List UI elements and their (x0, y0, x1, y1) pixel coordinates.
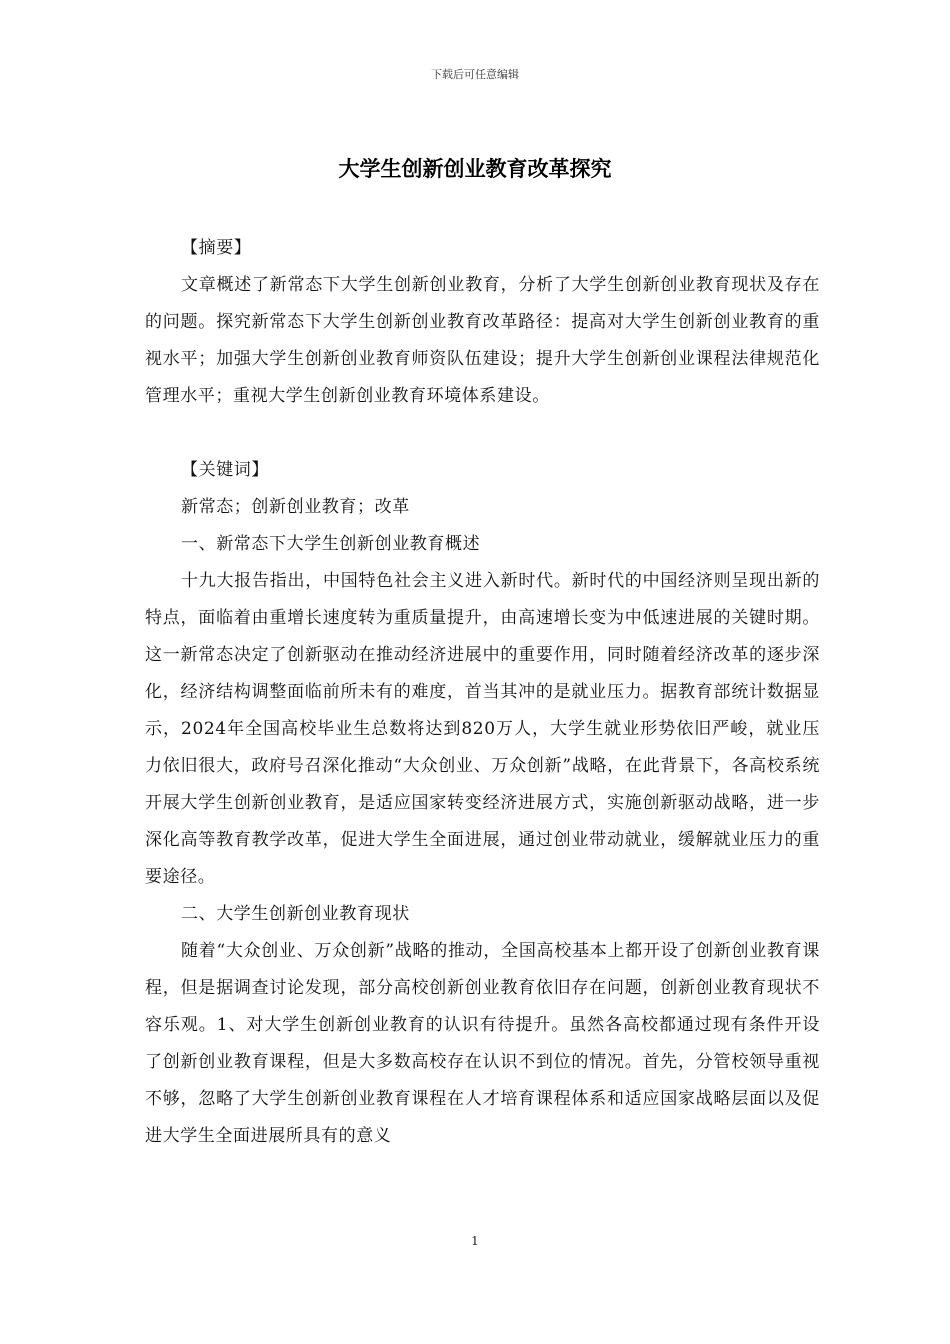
keywords-text: 新常态；创新创业教育；改革 (181, 497, 410, 517)
page-number: 1 (471, 1234, 479, 1248)
abstract-heading: 【摘要】 (181, 238, 252, 258)
page-header-note: 下载后可任意编辑 (431, 68, 519, 81)
document-title: 大学生创新创业教育改革探究 (338, 156, 612, 181)
section-one-heading: 一、新常态下大学生创新创业教育概述 (181, 534, 481, 554)
keywords-heading: 【关键词】 (181, 460, 269, 480)
section-one-paragraph: 十九大报告指出，中国特色社会主义进入新时代。新时代的中国经济则呈现出新的特点，面临着由重增长速度转为重质量提升，由高速增长变为中低速进展的关键时期。这一新常态决定了创新驱动在推动经济进展中的重要作用，同时随着经济改革的逐步深化，经济结构调整面临前所未有的难度，首当其冲的是就业压力。据教育部统计数据显示，2024年全国高校毕业生总数将达到820万人，大学生就业形势依旧严峻，就业压力依旧很大，政府号召深化推动“大众创业、万众创新”战略，在此背景下，各高校系统开展大学生创新创业教育，是适应国家转变经济进展方式，实施创新驱动战略，进一步深化高等教育教学改革，促进大学生全面进展，通过创业带动就业，缓解就业压力的重要途径。 (145, 571, 820, 887)
document-body (145, 230, 820, 1155)
section-two-heading: 二、大学生创新创业教育现状 (181, 904, 410, 924)
abstract-text: 文章概述了新常态下大学生创新创业教育，分析了大学生创新创业教育现状及存在的问题。探究新常态下大学生创新创业教育改革路径：提高对大学生创新创业教育的重视水平；加强大学生创新创业教育师资队伍建设；提升大学生创新创业课程法律规范化管理水平；重视大学生创新创业教育环境体系建设。 (145, 275, 820, 406)
section-two-paragraph: 随着“大众创业、万众创新”战略的推动，全国高校基本上都开设了创新创业教育课程，但是据调查讨论发现，部分高校创新创业教育依旧存在问题，创新创业教育现状不容乐观。1、对大学生创新创业教育的认识有待提升。虽然各高校都通过现有条件开设了创新创业教育课程，但是大多数高校存在认识不到位的情况。首先，分管校领导重视不够，忽略了大学生创新创业教育课程在人才培育课程体系和适应国家战略层面以及促进大学生全面进展所具有的意义 (145, 941, 820, 1146)
